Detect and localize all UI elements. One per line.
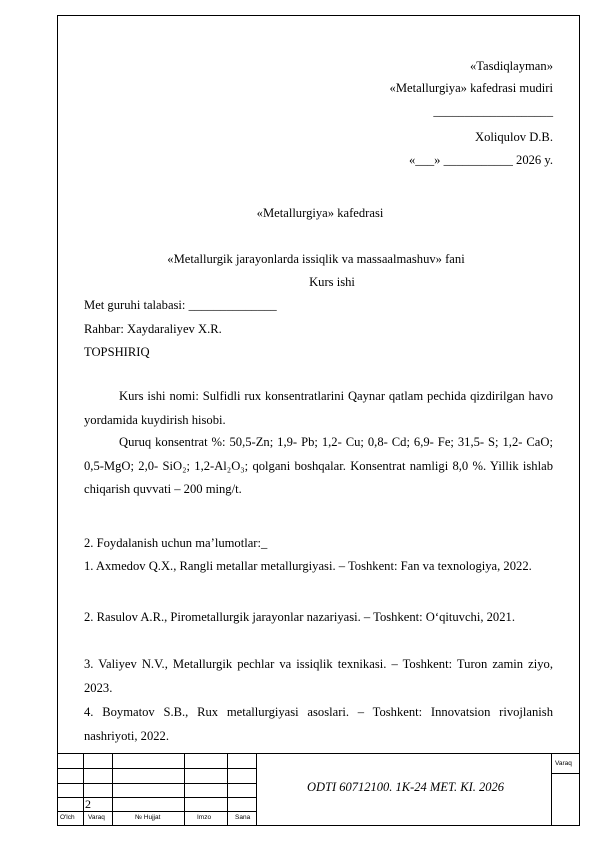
task-paragraph-1: Kurs ishi nomi: Sulfidli rux konsentratlarini Qaynar qatlam pechida qizdirilgan havo yordamida kuydirish hisobi. bbox=[84, 389, 553, 427]
supervisor-line: Rahbar: Xaydaraliyev X.R. bbox=[84, 322, 222, 336]
approval-line-3: ___________________ bbox=[433, 104, 553, 118]
col-change-label: O'lch bbox=[60, 814, 75, 821]
col-date-label: Sana bbox=[235, 814, 251, 821]
reference-item-4: 4. Boymatov S.B., Rux metallurgiyasi asoslari. – Toshkent: Innovatsion rivojlanish nashriyoti, 2022. bbox=[84, 705, 553, 743]
approval-line-4: Xoliqulov D.B. bbox=[474, 130, 553, 144]
sheet-label: Varaq bbox=[555, 760, 572, 767]
approval-line-1: «Tasdiqlayman» bbox=[469, 59, 553, 73]
task-paragraph-2: Quruq konsentrat %: 50,5-Zn; 1,9- Pb; 1,2- Cu; 0,8- Cd; 6,9- Fe; 31,5- S; 1,2- CaO; 0,5-MgO; 2,0- SiO₂; 1,2-Al₂O₃; qolgani boshqalar. Konsentrat namligi 8,0 %. Yillik ishlab chiqarish quvvati – 200 ming/t. bbox=[84, 435, 553, 496]
department-title: «Metallurgiya» kafedrasi bbox=[256, 206, 384, 220]
student-line: Met guruhi talabasi: ______________ bbox=[84, 298, 277, 312]
approval-line-2: «Metallurgiya» kafedrasi mudiri bbox=[389, 81, 553, 95]
sheet-number: 2 bbox=[85, 797, 91, 811]
title-block bbox=[57, 753, 580, 826]
reference-item-2: 2. Rasulov A.R., Pirometallurgik jarayonlar nazariyasi. – Toshkent: O‘qituvchi, 2021. bbox=[84, 610, 515, 624]
references-heading: 2. Foydalanish uchun ma’lumotlar:_ bbox=[84, 536, 268, 550]
col-sign-label: Imzo bbox=[197, 814, 212, 821]
work-type: Kurs ishi bbox=[309, 275, 355, 289]
reference-item-3: 3. Valiyev N.V., Metallurgik pechlar va issiqlik texnikasi. – Toshkent: Turon zamin ziyo, 2023. bbox=[84, 657, 553, 695]
task-heading: TOPSHIRIQ bbox=[84, 345, 150, 359]
col-doc-label: № Hujjat bbox=[135, 814, 161, 821]
subject-title: «Metallurgik jarayonlarda issiqlik va massaalmashuv» fani bbox=[167, 252, 465, 266]
reference-item-1: 1. Axmedov Q.X., Rangli metallar metallurgiyasi. – Toshkent: Fan va texnologiya, 2022. bbox=[84, 559, 532, 573]
col-sheet-label: Varaq bbox=[88, 814, 105, 821]
document-code: ODTI 60712100. 1K-24 MET. KI. 2026 bbox=[307, 780, 504, 794]
approval-line-5: «___» ___________ 2026 y. bbox=[408, 153, 553, 167]
